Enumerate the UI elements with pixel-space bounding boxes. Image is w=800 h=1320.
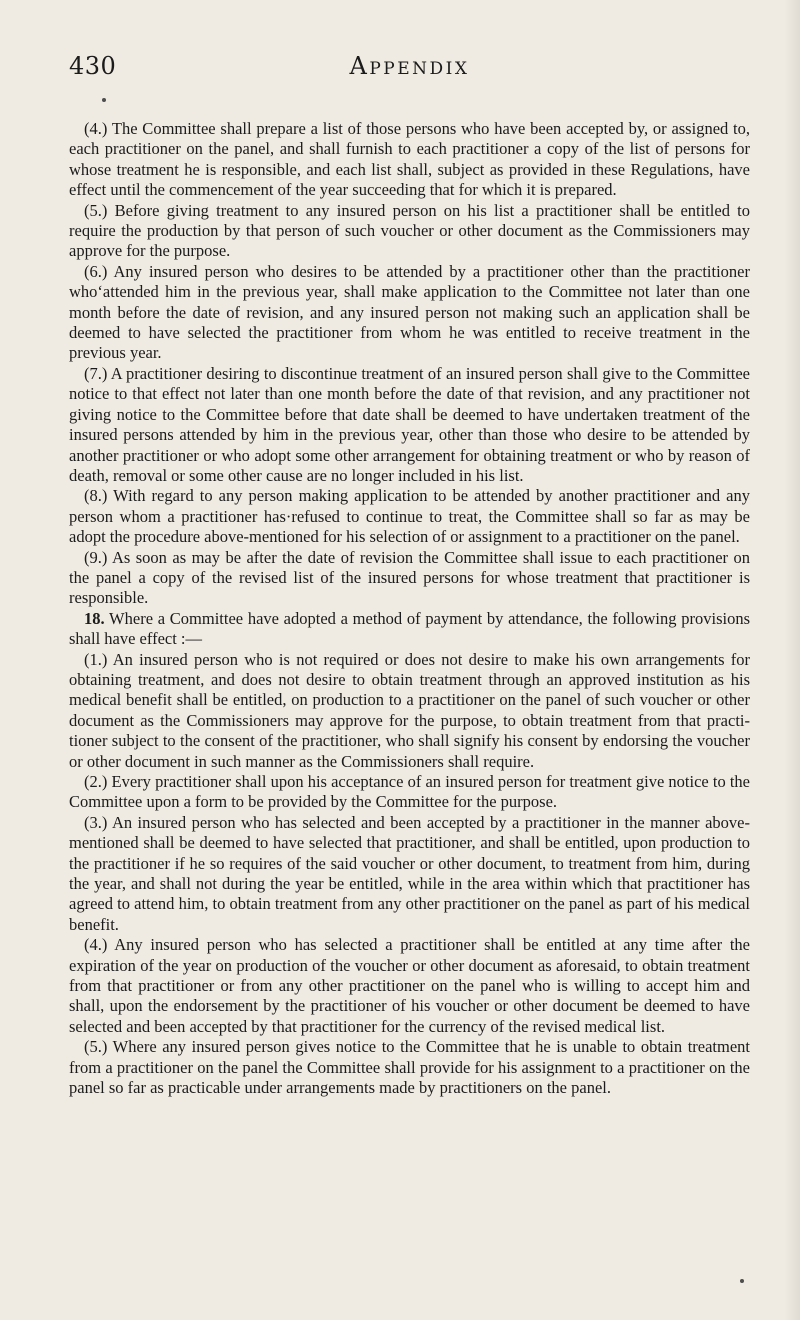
paragraph <box>69 262 750 364</box>
paragraph-text: With regard to any person making application to be attended by another practitioner and any person whom a practitioner has·refused to continue to treat, the Committee shall so far as may be adopt the procedure above-mentioned for his selection of or assignment to a practitioner on the panel. <box>69 486 750 547</box>
page-number: 430 <box>69 52 117 80</box>
clause-number: (5.) <box>84 200 108 220</box>
margin-speck <box>740 1279 744 1283</box>
paragraph-text: The Committee shall prepare a list of those persons who have been accepted by, or assigned to, each practitioner on the panel, and shall furnish to each practitioner a copy of the list of persons for whose treatment he is responsible, and each list shall, subject as provided in these Regulations, have effect until the commencement of the year succeeding that for which it is prepared. <box>69 119 751 200</box>
paragraph-text: Any insured person who desires to be attended by a practitioner other than the practitioner who‘attended him in the previous year, shall make application to the Committee not later than one month before the date of revision, and any insured person not making such an application shall be deemed to have selected the practitioner from whom he was entitled to receive treatment in the previous year. <box>69 261 750 363</box>
paragraph <box>69 1037 750 1098</box>
clause-number: (4.) <box>84 119 108 138</box>
paragraph <box>69 486 750 547</box>
margin-speck <box>102 98 106 102</box>
paragraph <box>69 772 750 813</box>
clause-number: (1.) <box>84 649 108 669</box>
paragraph <box>69 548 750 609</box>
paragraph-text: A practitioner desiring to discontinue treatment of an insured person shall give to the Committee notice to that effect not later than one month before the date of that revision, and any practitioner not giving notice to the Committee before that date shall be deemed to have undertaken treatment of the insured persons attended by him in the previous year, other than those who desire to be attended by another practitioner or who adopt some other arrangement for obtaining treatment or who by reason of death, removal or some other cause are no longer included in his list. <box>69 363 751 485</box>
paragraph-text: Any insured person who has selected a practitioner shall be entitled at any time after the expiration of the year on production of the voucher or other document as aforesaid, to obtain treatment from that practitioner or from any other practitioner on the panel who is willing to accept him and shall, upon the endorsement by the practitioner of his voucher or other document be deemed to have selected and been accepted by that practitioner for the currency of the revised medical list. <box>69 935 750 1036</box>
paragraph-text: Where any insured person gives notice to the Committee that he is unable to obtain treatment from a practitioner on the panel the Committee shall provide for his assignment to a practitioner on the panel so far as practicable under arrangements made by practitioners on the panel. <box>69 1037 750 1098</box>
running-head <box>69 52 750 100</box>
paragraph <box>69 650 750 772</box>
paragraph-text: As soon as may be after the date of revision the Committee shall issue to each practitioner on the panel a copy of the revised list of the insured persons for whose treatment that practitioner is responsible. <box>69 547 750 608</box>
clause-number: (2.) <box>84 772 108 791</box>
clause-number: (9.) <box>84 547 108 567</box>
body-text <box>69 119 750 1099</box>
running-title: Appendix <box>349 52 470 80</box>
clause-number: (5.) <box>84 1037 108 1057</box>
paragraph <box>69 364 750 486</box>
page-edge-shade <box>784 0 800 1320</box>
clause-number: (7.) <box>84 363 108 383</box>
paragraph <box>69 935 750 1037</box>
section-number: 18. <box>84 608 105 628</box>
clause-number: (4.) <box>84 935 108 955</box>
clause-number: (3.) <box>84 812 108 832</box>
paragraph-text: An insured person who is not required or does not desire to make his own arrangements for obtaining treatment, and does not desire to obtain treatment through an approved institution as his medical benefit shall be entitled, on production to a practitioner on the panel of such voucher or other document as the Commissioners may approve for the purpose, to obtain treatment from that practitioner subject to the consent of the practitioner, who shall signify his consent by endorsing the voucher or other document in such manner as the Commissioners shall require. <box>69 649 750 771</box>
clause-number: (6.) <box>84 261 108 281</box>
paragraph-text: Every practitioner shall upon his acceptance of an insured person for treatment give notice to the Committee upon a form to be provided by the Committee for the purpose. <box>69 772 751 812</box>
paragraph <box>69 119 750 201</box>
paragraph <box>69 609 750 650</box>
clause-number: (8.) <box>84 486 108 506</box>
paragraph-text: Before giving treatment to any insured person on his list a practitioner shall be entitled to require the production by that person of such voucher or other document as the Commissioners may approve for the purpose. <box>69 200 751 261</box>
paragraph <box>69 201 750 262</box>
paragraph-text: Where a Committee have adopted a method of payment by attendance, the following provisions shall have effect :— <box>69 608 750 649</box>
paragraph <box>69 813 750 935</box>
paragraph-text: An insured person who has selected and been accepted by a practitioner in the manner above-mentioned shall be deemed to have selected that practitioner, and shall be entitled, upon production to the practitioner if he so requires of the said voucher or other document, to treatment from him, during the year, and shall not during the year be entitled, while in the area within which that practitioner has agreed to attend him, to obtain treatment from any other practitioner on the panel as part of his medical benefit. <box>69 812 750 934</box>
